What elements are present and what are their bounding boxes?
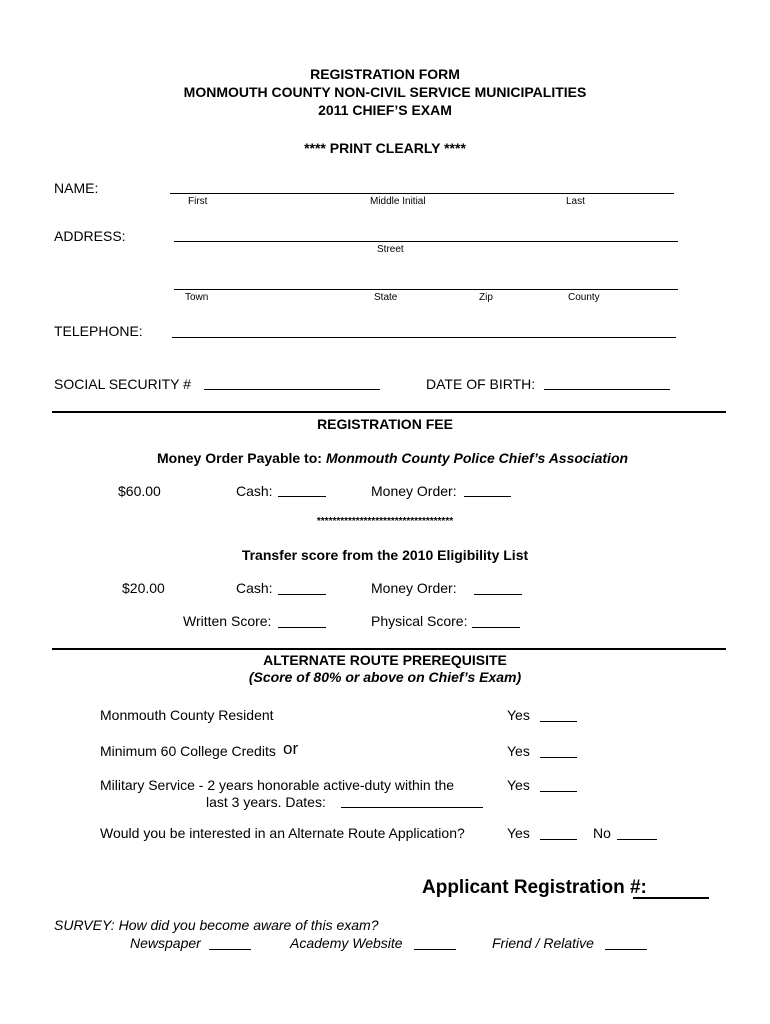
q-military-service: Military Service - 2 years honorable active-duty within the (100, 777, 455, 793)
county-caption: County (568, 292, 600, 303)
applicant-registration-field[interactable] (633, 897, 709, 899)
q4-no-field[interactable] (617, 839, 657, 840)
q-college-credits: Minimum 60 College Credits (100, 743, 276, 759)
name-field[interactable] (170, 193, 674, 194)
registration-fee-heading: REGISTRATION FEE (317, 416, 453, 432)
q-college-credits-or: or (283, 739, 299, 758)
fee-amount-60: $60.00 (118, 483, 161, 499)
name-last-caption: Last (566, 196, 585, 207)
written-score-label: Written Score: (183, 613, 272, 629)
survey-option-academy-website: Academy Website (290, 935, 403, 951)
dob-label: DATE OF BIRTH: (426, 376, 536, 392)
telephone-field[interactable] (172, 337, 676, 338)
alternate-route-heading: ALTERNATE ROUTE PREREQUISITE (263, 652, 507, 668)
transfer-score-heading: Transfer score from the 2010 Eligibility List (241, 547, 529, 563)
q1-yes-label: Yes (507, 707, 530, 723)
street-caption: Street (377, 244, 404, 255)
q-county-resident: Monmouth County Resident (100, 707, 274, 723)
q-military-dates-label: last 3 years. Dates: (206, 794, 326, 810)
telephone-label: TELEPHONE: (54, 323, 143, 339)
ssn-field[interactable] (204, 389, 380, 390)
survey-option-newspaper: Newspaper (130, 935, 201, 951)
name-first-caption: First (188, 196, 208, 207)
survey-question: SURVEY: How did you become aware of this exam? (54, 917, 379, 933)
alternate-route-subheading: (Score of 80% or above on Chief’s Exam) (248, 669, 522, 685)
street-field[interactable] (174, 241, 678, 242)
q-alternate-route-interest: Would you be interested in an Alternate Route Application? (100, 825, 465, 841)
survey-friend-relative-field[interactable] (605, 949, 647, 950)
money-order-field-2[interactable] (474, 594, 522, 595)
asterisk-separator: *********************************** (316, 516, 454, 527)
town-state-zip-field[interactable] (174, 289, 678, 290)
q4-yes-label: Yes (507, 825, 530, 841)
military-dates-field[interactable] (341, 807, 483, 808)
ssn-label: SOCIAL SECURITY # (54, 376, 191, 392)
q4-yes-field[interactable] (540, 839, 577, 840)
payable-to: Monmouth County Police Chief’s Association (326, 450, 629, 466)
survey-option-friend-relative: Friend / Relative (492, 935, 594, 951)
cash-field-2[interactable] (278, 594, 326, 595)
money-order-label-2: Money Order: (371, 580, 457, 596)
exam-title: 2011 CHIEF’S EXAM (318, 102, 452, 118)
dob-field[interactable] (544, 389, 670, 390)
name-middle-caption: Middle Initial (370, 196, 426, 207)
form-title: REGISTRATION FORM (310, 66, 460, 82)
money-order-field-1[interactable] (464, 496, 511, 497)
section-divider-alternate (52, 648, 726, 650)
payable-label: Money Order Payable to: (157, 450, 322, 466)
form-subtitle: MONMOUTH COUNTY NON-CIVIL SERVICE MUNICIPALITIES (183, 84, 587, 100)
applicant-registration-label: Applicant Registration #: (422, 877, 647, 898)
print-clearly-instruction: **** PRINT CLEARLY **** (304, 140, 466, 156)
name-label: NAME: (54, 180, 99, 196)
section-divider-fee (52, 411, 726, 413)
q3-yes-label: Yes (507, 777, 530, 793)
q2-yes-field[interactable] (540, 757, 577, 758)
cash-label-2: Cash: (236, 580, 273, 596)
q1-yes-field[interactable] (540, 721, 577, 722)
physical-score-label: Physical Score: (371, 613, 468, 629)
cash-field-1[interactable] (278, 496, 326, 497)
q2-yes-label: Yes (507, 743, 530, 759)
money-order-label-1: Money Order: (371, 483, 457, 499)
state-caption: State (374, 292, 398, 303)
physical-score-field[interactable] (472, 627, 520, 628)
q3-yes-field[interactable] (540, 791, 577, 792)
cash-label-1: Cash: (236, 483, 273, 499)
written-score-field[interactable] (278, 627, 326, 628)
survey-academy-website-field[interactable] (414, 949, 456, 950)
address-label: ADDRESS: (54, 228, 126, 244)
survey-newspaper-field[interactable] (209, 949, 251, 950)
town-caption: Town (185, 292, 209, 303)
zip-caption: Zip (479, 292, 493, 303)
fee-amount-20: $20.00 (122, 580, 165, 596)
q4-no-label: No (593, 825, 611, 841)
